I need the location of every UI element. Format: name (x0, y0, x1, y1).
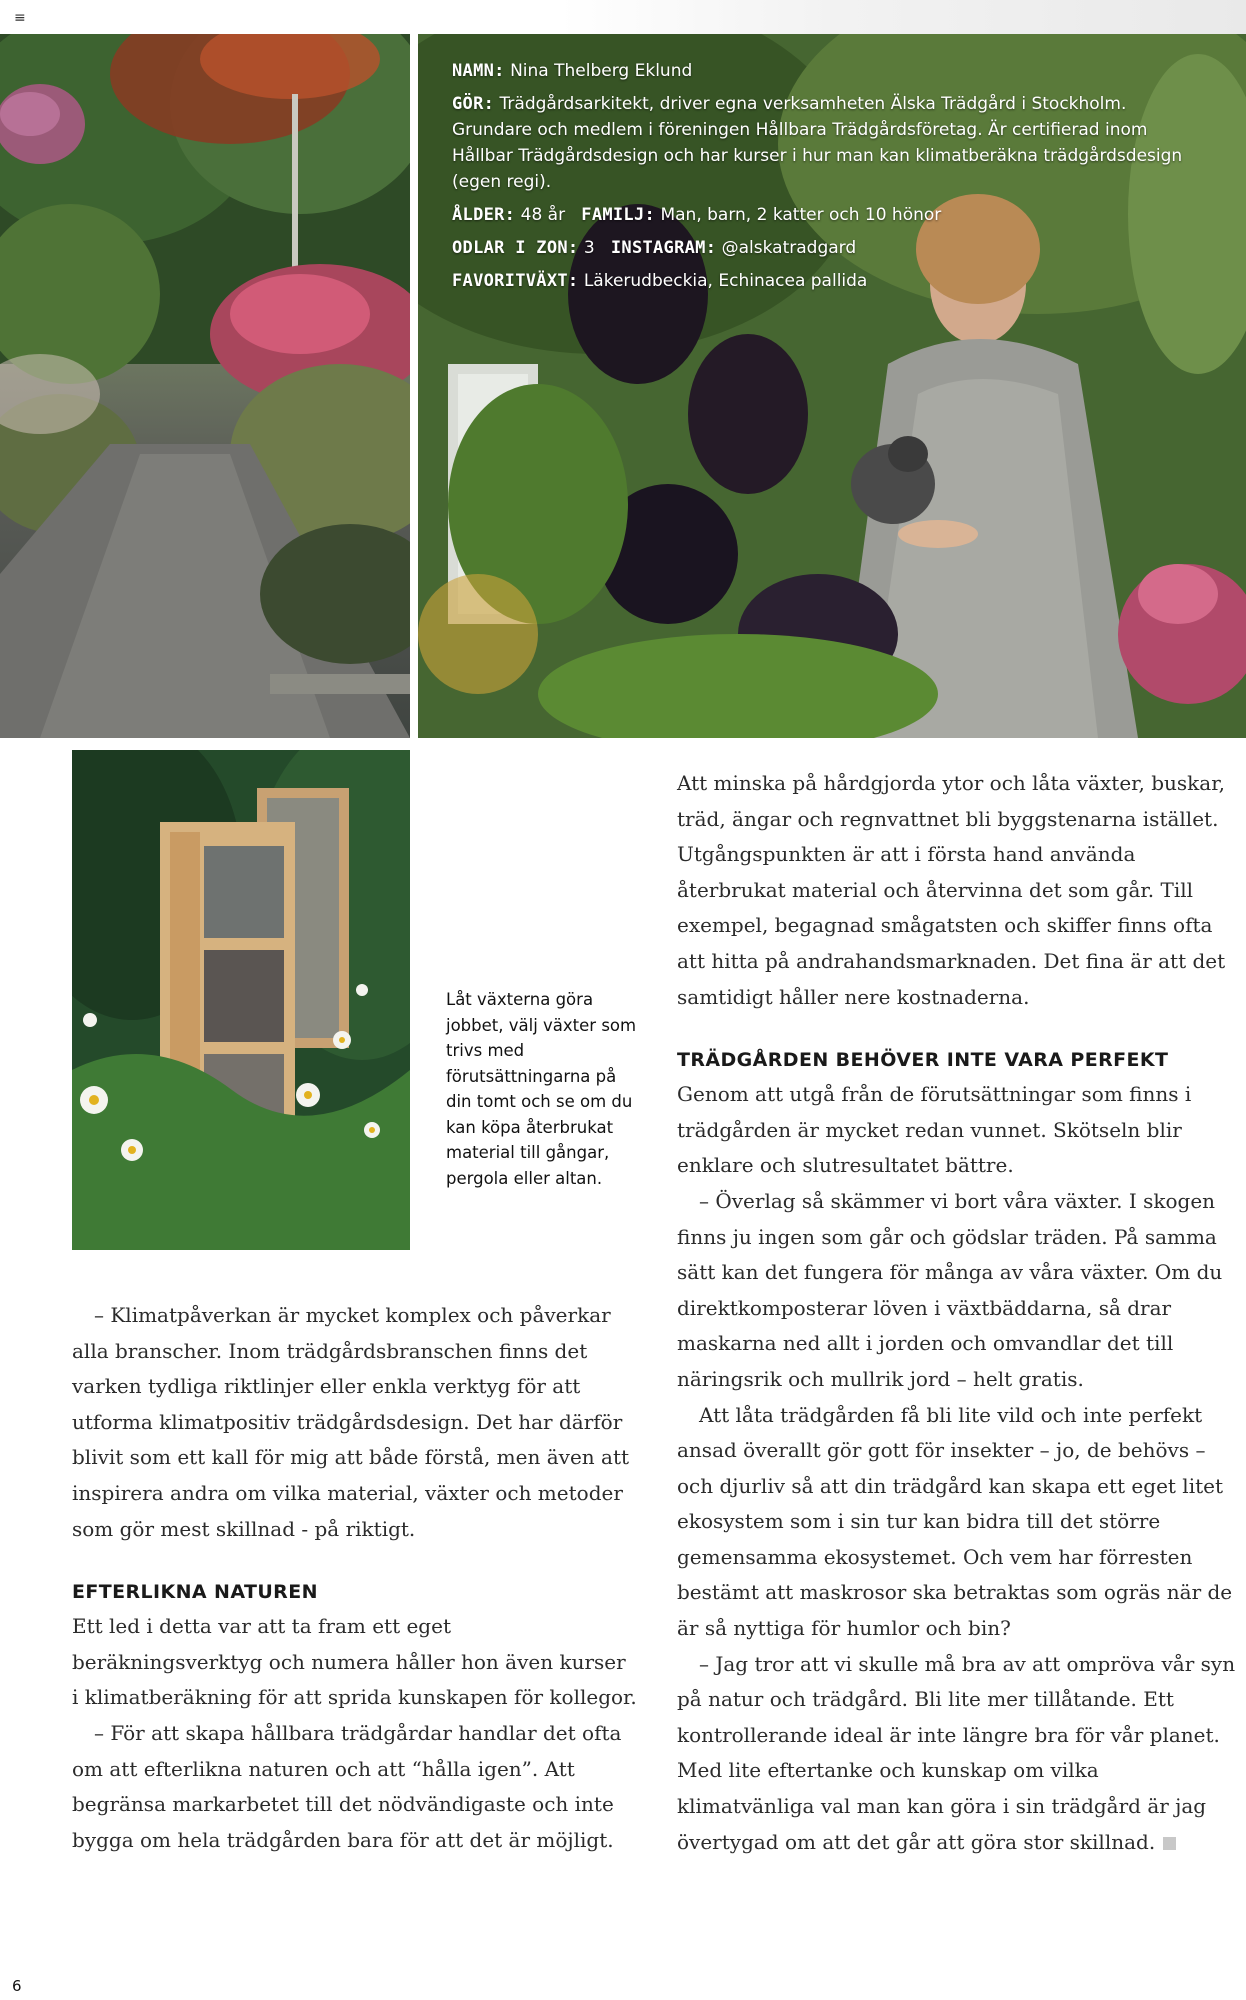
right-paragraph-4: Att låta trädgården få bli lite vild och inte perfekt ansad överallt gör gott för insekter – jo, de behövs – och djurliv så att din trädgård kan skapa ett eget litet ekosystem som i sin tur kan bidra till det större gemensamma ekosystemet. Och vem har förresten bestämt att maskrosor ska betraktas som ogräs när de är så nyttiga för humlor och bin? (677, 1402, 1233, 1641)
zone-value: 3 (583, 238, 595, 258)
plant-label: FAVORITVÄXT: (452, 271, 579, 291)
menu-icon[interactable]: ≡ (14, 10, 26, 26)
age-label: ÅLDER: (452, 205, 516, 225)
page-number: 6 (12, 1977, 22, 1995)
instagram-label: INSTAGRAM: (610, 238, 717, 258)
photo-caption: Låt växterna göra jobbet, välj växter som trivs med förutsättningarna på din tomt och se om du kan köpa återbrukat material till gångar, pergola eller altan. (446, 990, 637, 1188)
family-value: Man, barn, 2 katter och 10 hönor (660, 205, 942, 225)
left-column (72, 1298, 638, 1858)
profile-name-line (452, 58, 1192, 84)
right-paragraph-5 (677, 1647, 1239, 1861)
instagram-value: @alskatradgard (721, 238, 857, 258)
left-paragraph-1: – Klimatpåverkan är mycket komplex och påverkar alla branscher. Inom trädgårdsbranschen finns det varken tydliga riktlinjer eller enkla verktyg för att utforma klimatpositiv trädgårdsdesign. Det har därför blivit som ett kall för mig att både förstå, men även att inspirera andra om vilka material, växter och metoder som gör mest skillnad - på riktigt. (72, 1303, 630, 1541)
does-value: Trädgårdsarkitekt, driver egna verksamheten Älska Trädgård i Stockholm. Grundare och medlem i föreningen Hållbara Trädgårdsföretag. Är certifierad inom Hållbar Trädgårdsdesign och har kurser i hur man kan klimatberäkna trädgårdsdesign (egen regi). (452, 94, 1183, 192)
family-label: FAMILJ: (581, 205, 656, 225)
insect-hotel-photo (72, 750, 410, 1250)
end-mark (1163, 1837, 1176, 1850)
left-paragraph-2: Ett led i detta var att ta fram ett eget beräkningsverktyg och numera håller hon även kurser i klimatberäkning för att sprida kunskapen för kollegor. (72, 1614, 637, 1710)
profile-facts (452, 58, 1192, 301)
profile-zone-instagram-line (452, 235, 1192, 261)
profile-plant-line (452, 268, 1192, 294)
right-paragraph-5-text: – Jag tror att vi skulle må bra av att ompröva vår syn på natur och trädgård. Bli lite mer tillåtande. Ett kontrollerande ideal är inte längre bra för vår planet. Med lite eftertanke och kunskap om vilka klimatvänliga val man kan göra i sin trädgård är jag övertygad om att det går att göra stor skillnad. (677, 1651, 1236, 1854)
top-strip (0, 0, 1246, 34)
age-value: 48 år (520, 205, 566, 225)
name-value: Nina Thelberg Eklund (510, 61, 693, 81)
plant-value: Läkerudbeckia, Echinacea pallida (583, 271, 868, 291)
right-subheading: TRÄDGÅRDEN BEHÖVER INTE VARA PERFEKT (677, 1049, 1169, 1072)
right-paragraph-2: Genom att utgå från de förutsättningar som finns i trädgården är mycket redan vunnet. Skötseln blir enklare och slutresultatet bättre. (677, 1082, 1192, 1178)
profile-does-line (452, 91, 1192, 195)
left-subheading: EFTERLIKNA NATUREN (72, 1581, 318, 1604)
garden-path-photo (0, 34, 410, 738)
garden-path-illustration (0, 34, 410, 738)
right-paragraph-1: Att minska på hårdgjorda ytor och låta växter, buskar, träd, ängar och regnvattnet bli byggstenarna istället. Utgångspunkten är att i första hand använda återbrukat material och återvinna det som går. Till exempel, begagnad smågatsten och skiffer finns ofta att hitta på andrahandsmarknaden. Det fina är att det samtidigt håller nere kostnaderna. (677, 771, 1226, 1009)
profile-age-family-line (452, 202, 1192, 228)
insect-hotel-illustration (72, 750, 410, 1250)
top-strip-fade (560, 0, 1246, 34)
does-label: GÖR: (452, 94, 495, 114)
right-column (677, 766, 1239, 1860)
zone-label: ODLAR I ZON: (452, 238, 579, 258)
name-label: NAMN: (452, 61, 505, 81)
left-paragraph-3: – För att skapa hållbara trädgårdar handlar det ofta om att efterlikna naturen och att “hålla igen”. Att begränsa markarbetet till det nödvändigaste och inte bygga om hela trädgården bara för att det är möjligt. (72, 1720, 622, 1852)
right-paragraph-3: – Överlag så skämmer vi bort våra växter. I skogen finns ju ingen som går och gödslar träden. På samma sätt kan det fungera för många av våra växter. Om du direktkomposterar löven i växtbäddarna, så drar maskarna ned allt i jorden och omvandlar det till näringsrik och mullrik jord – helt gratis. (677, 1188, 1223, 1391)
